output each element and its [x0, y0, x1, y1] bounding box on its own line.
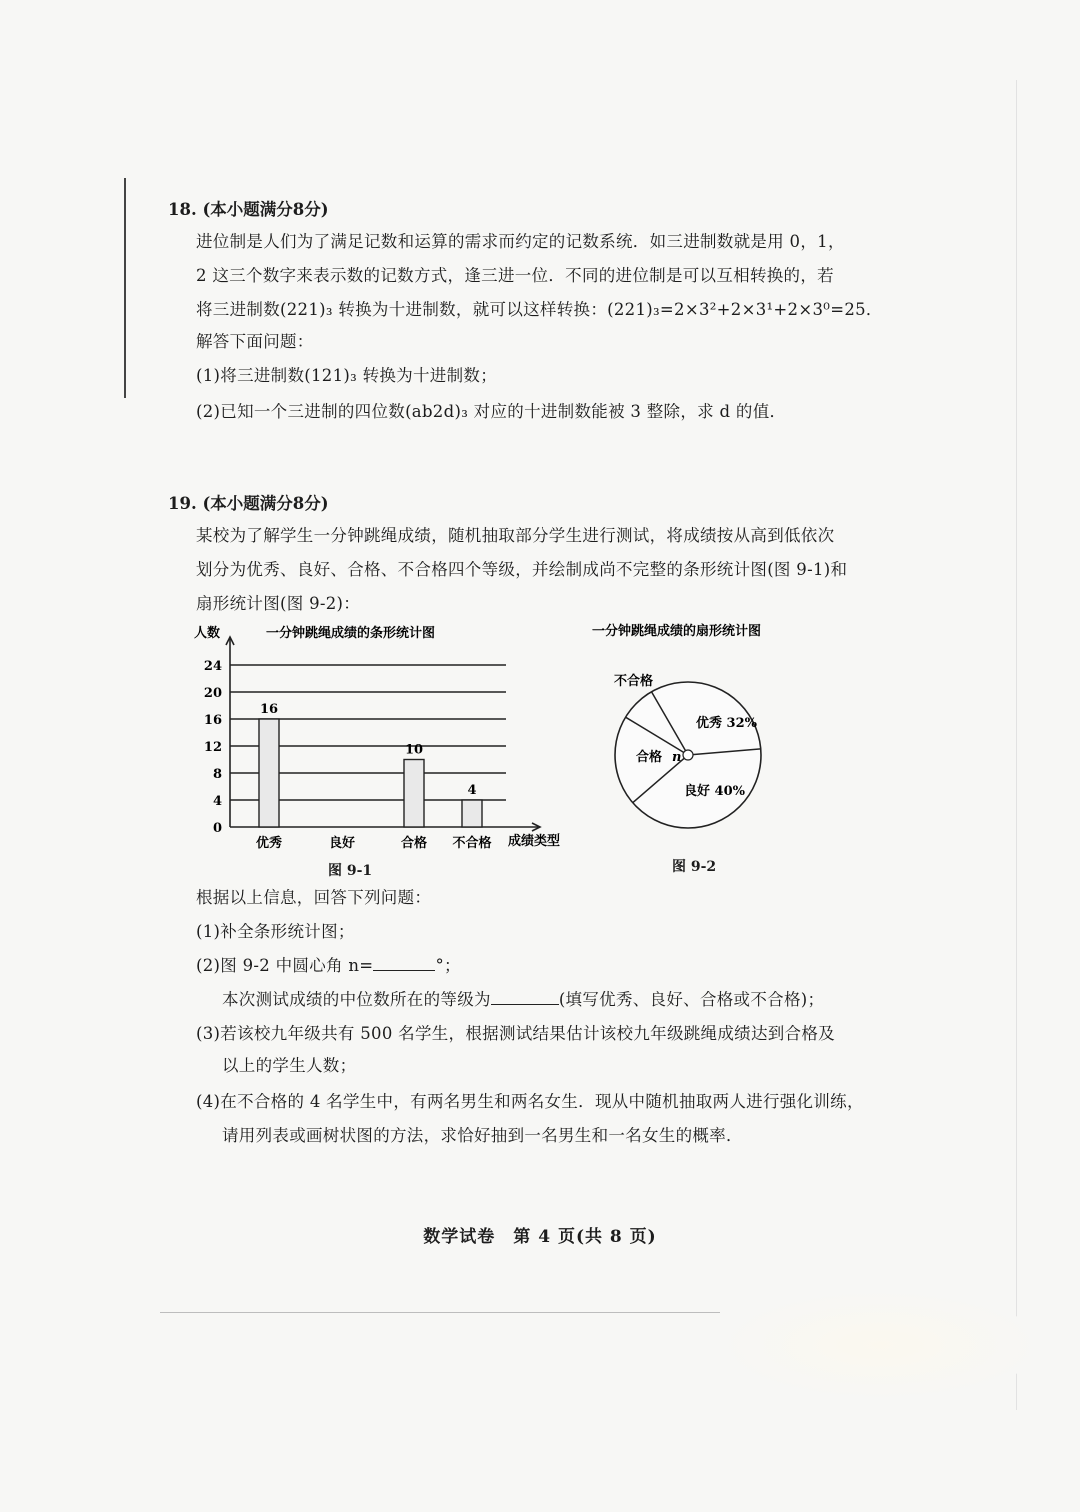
slice-label: 合格 — [636, 750, 663, 765]
q19-s2-median-hint: (填写优秀、良好、合格或不合格)； — [558, 990, 825, 1009]
y-tick-label: 8 — [212, 767, 222, 782]
q19-s2-text: (2)图 9-2 中圆心角 n= — [196, 956, 374, 975]
q18-heading: 18. (本小题满分8分) — [168, 200, 329, 219]
y-tick-label: 0 — [212, 821, 222, 836]
chart-title: 一分钟跳绳成绩的扇形统计图 — [592, 624, 762, 639]
q18-subquestion-2: (2)已知一个三进制的四位数(ab2d)₃ 对应的十进制数能被 3 整除，求 d 的值． — [196, 402, 787, 421]
q18-subquestion-1: (1)将三进制数(121)₃ 转换为十进制数； — [196, 366, 497, 385]
x-axis-label: 成绩类型 — [508, 834, 561, 849]
page-footer: 数学试卷 第 4 页(共 8 页) — [423, 1227, 657, 1247]
bottom-rule — [160, 1312, 720, 1313]
y-tick-label: 12 — [203, 740, 222, 755]
q19-lead: 根据以上信息，回答下列问题： — [196, 888, 432, 907]
slice-label: 优秀 32% — [696, 716, 757, 731]
q19-heading: 19. (本小题满分8分) — [168, 494, 329, 513]
q19-paragraph-2: 划分为优秀、良好、合格、不合格四个等级，并绘制成尚不完整的条形统计图(图 9-1)和 — [196, 560, 848, 579]
figure-9-1-caption: 图 9-1 — [328, 863, 373, 879]
x-tick-label: 良好 — [328, 836, 356, 851]
margin-line — [124, 178, 126, 398]
q19-paragraph-1: 某校为了解学生一分钟跳绳成绩，随机抽取部分学生进行测试，将成绩按从高到低依次 — [196, 526, 835, 545]
center-angle-mark — [683, 750, 693, 760]
q18-paragraph-3: 将三进制数(221)₃ 转换为十进制数，就可以这样转换：(221)₃=2×3²+2×3¹+2×3⁰=25． — [196, 300, 883, 319]
q18-paragraph-2: 2 这三个数字来表示数的记数方式，逢三进一位．不同的进位制是可以互相转换的，若 — [196, 266, 834, 285]
q19-s2-degree: °； — [435, 956, 461, 975]
q19-subquestion-3a: (3)若该校九年级共有 500 名学生，根据测试结果估计该校九年级跳绳成绩达到合格及 — [196, 1024, 835, 1043]
angle-label: n — [672, 750, 682, 765]
q19-s2-median-text: 本次测试成绩的中位数所在的等级为 — [222, 990, 491, 1009]
answer-blank-median[interactable] — [491, 990, 559, 1005]
q19-paragraph-3: 扇形统计图(图 9-2)： — [196, 594, 361, 613]
q18-paragraph-4: 解答下面问题： — [196, 332, 314, 351]
q19-subquestion-4a: (4)在不合格的 4 名学生中，有两名男生和两名女生．现从中随机抽取两人进行强化训练， — [196, 1092, 864, 1111]
bar-chart — [190, 615, 590, 855]
slice-label: 不合格 — [614, 674, 654, 689]
q19-subquestion-2 — [196, 952, 461, 976]
bar — [259, 719, 279, 827]
pie-chart — [590, 615, 790, 845]
x-tick-label: 不合格 — [452, 836, 492, 851]
bar — [404, 760, 424, 828]
q18-paragraph-1: 进位制是人们为了满足记数和运算的需求而约定的记数系统．如三进制数就是用 0，1， — [196, 232, 845, 251]
bar-value-label: 10 — [404, 742, 424, 758]
y-tick-label: 20 — [203, 686, 222, 701]
chart-title: 一分钟跳绳成绩的条形统计图 — [266, 626, 436, 641]
bar-value-label: 16 — [259, 702, 279, 717]
q19-subquestion-4b: 请用列表或画树状图的方法，求恰好抽到一名男生和一名女生的概率． — [222, 1126, 743, 1145]
q19-subquestion-2-median — [222, 986, 824, 1010]
bar-value-label: 4 — [467, 783, 477, 798]
x-tick-label: 优秀 — [255, 836, 283, 851]
figure-9-2-caption: 图 9-2 — [672, 859, 717, 875]
bar — [462, 800, 482, 827]
x-tick-label: 合格 — [400, 836, 428, 851]
y-tick-label: 4 — [212, 794, 222, 809]
q19-subquestion-1: (1)补全条形统计图； — [196, 922, 355, 941]
y-axis-label: 人数 — [194, 626, 221, 641]
y-tick-label: 24 — [203, 659, 222, 674]
y-tick-label: 16 — [203, 713, 222, 728]
slice-label: 良好 40% — [684, 784, 745, 799]
paper-smudge — [720, 1290, 1040, 1400]
page-edge — [1016, 80, 1017, 1410]
q19-subquestion-3b: 以上的学生人数； — [222, 1056, 357, 1075]
answer-blank-angle[interactable] — [373, 956, 435, 971]
